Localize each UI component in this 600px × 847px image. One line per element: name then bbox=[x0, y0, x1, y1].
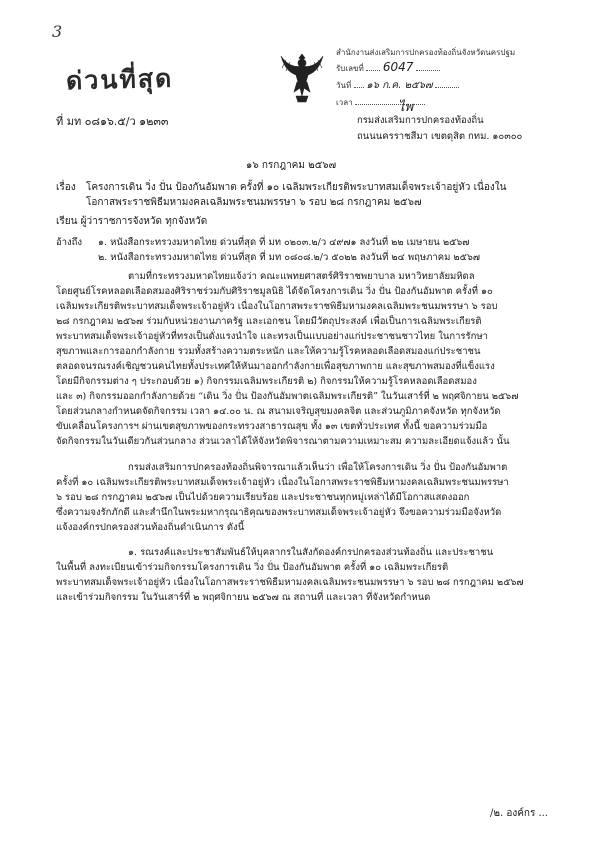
subject-line-2: โอกาสพระราชพิธีมหามงคลเฉลิมพระชนมพรรษา ๖ รอบ ๒๘ กรกฎาคม ๒๕๖๗ bbox=[86, 197, 422, 208]
stamp-date-value: ๑๖ ก.ค. ๒๕๖๗ bbox=[366, 80, 433, 91]
para1-line: โดยมีกิจกรรมต่าง ๆ ประกอบด้วย ๑) กิจกรรมเฉลิมพระเกียรติ ๒) กิจกรรมให้ความรู้โรคหลอดเลือดสมอง bbox=[56, 376, 477, 387]
addressee: เรียน ผู้ว่าราชการจังหวัด ทุกจังหวัด bbox=[56, 216, 208, 227]
para1-line: เฉลิมพระเกียรติพระบาทสมเด็จพระเจ้าอยู่หัว เนื่องในโอกาสพระราชพิธีมหามงคลเฉลิมพระชนมพรรษา ๖ รอบ bbox=[56, 301, 498, 312]
references-block bbox=[56, 235, 480, 265]
document-number: ที่ มท ๐๘๑๖.๕/ว ๑๒๓๓ bbox=[56, 115, 169, 128]
subject-label: เรื่อง bbox=[56, 182, 76, 193]
para3-line: ๑. รณรงค์และประชาสัมพันธ์ให้บุคลากรในสังกัดองค์กรปกครองส่วนท้องถิ่น และประชาชน bbox=[128, 547, 494, 558]
para1-line: พระบาทสมเด็จพระเจ้าอยู่หัวที่ทรงเป็นดั่งแรงนำใจ และทรงเป็นแบบอย่างแก่ประชาชนชาวไทย ในการรักษา bbox=[56, 331, 488, 342]
handwritten-initials: ไพ bbox=[398, 100, 414, 115]
para2-line: ๖ รอบ ๒๘ กรกฎาคม ๒๕๖๗ เป็นไปด้วยความเรียบร้อย และประชาชนทุกหมู่เหล่าได้มีโอกาสแสดงออก bbox=[56, 492, 470, 503]
para1-line: ๒๘ กรกฎาคม ๒๕๖๗ ร่วมกับหน่วยงานภาครัฐ และเอกชน โดยมีวัตถุประสงค์ เพื่อเป็นการเฉลิมพระเกียรติ bbox=[56, 316, 482, 327]
para2-line: แจ้งองค์กรปกครองส่วนท้องถิ่นดำเนินการ ดังนี้ bbox=[56, 522, 245, 533]
references-label: อ้างถึง bbox=[56, 237, 83, 248]
sender-address: ถนนนครราชสีมา เขตดุสิต กทม. ๑๐๓๐๐ bbox=[357, 131, 523, 142]
para1-line: โดยศูนย์โรคหลอดเลือดสมองศิริราชร่วมกับศิริราชมูลนิธิ ได้จัดโครงการเดิน วิ่ง ปั่น ป้องกันอัมพาต ครั้งที่ ๑๐ bbox=[56, 286, 493, 297]
subject-line-1: โครงการเดิน วิ่ง ปั่น ป้องกันอัมพาต ครั้งที่ ๑๐ เฉลิมพระเกียรติพระบาทสมเด็จพระเจ้าอยู่หัว เนื่องใน bbox=[86, 182, 507, 193]
para1-line: โดยส่วนกลางกำหนดจัดกิจกรรม เวลา ๑๔.๐๐ น. ณ สนามเจริญสุขมงคลจิต และส่วนภูมิภาคจังหวัด ทุกจังหวัด bbox=[56, 406, 501, 417]
para3-line: พระบาทสมเด็จพระเจ้าอยู่หัว เนื่องในโอกาสพระราชพิธีมหามงคลเฉลิมพระชนมพรรษา ๖ รอบ ๒๘ กรกฎาคม ๒๕๖๗ bbox=[56, 577, 524, 588]
para3-line: ในพื้นที่ ลงทะเบียนเข้าร่วมกิจกรรมโครงการเดิน วิ่ง ปั่น ป้องกันอัมพาต ครั้งที่ ๑๐ เฉลิมพระเกียรติ bbox=[56, 562, 449, 573]
stamp-number-value: 6047 bbox=[382, 60, 414, 74]
document-date: ๑๖ กรกฎาคม ๒๕๖๗ bbox=[246, 160, 337, 171]
stamp-number-label: รับเลขที่ bbox=[336, 64, 364, 73]
continued-marker: /๒. องค์กร ... bbox=[490, 808, 549, 819]
para2-line: ซึ่งความจงรักภักดี และสำนึกในพระมหากรุณาธิคุณของพระบาทสมเด็จพระเจ้าอยู่หัว จึงขอความร่วมมือจังหวัด bbox=[56, 507, 502, 518]
para2-line: กรมส่งเสริมการปกครองท้องถิ่นพิจารณาแล้วเห็นว่า เพื่อให้โครงการเดิน วิ่ง ปั่น ป้องกันอัมพาต bbox=[128, 462, 508, 473]
para1-line: ตามที่กระทรวงมหาดไทยแจ้งว่า คณะแพทยศาสตร์ศิริราชพยาบาล มหาวิทยาลัยมหิดล bbox=[128, 271, 475, 282]
sender-block bbox=[357, 113, 522, 145]
urgency-stamp: ด่วนที่สุด bbox=[65, 63, 174, 96]
para2-line: ครั้งที่ ๑๐ เฉลิมพระเกียรติพระบาทสมเด็จพระเจ้าอยู่หัว เนื่องในโอกาสพระราชพิธีมหามงคลเฉลิมพระชนมพรรษา bbox=[56, 477, 509, 488]
para1-line: สุขภาพและการออกกำลังกาย รวมทั้งสร้างความตระหนัก และให้ความรู้โรคหลอดเลือดสมองแก่ประชาชน bbox=[56, 346, 481, 357]
corner-handwritten-mark: 3 bbox=[52, 22, 63, 41]
para1-line: ขับเคลื่อนโครงการฯ ผ่านเขตสุขภาพของกระทรวงสาธารณสุข ทั้ง ๑๓ เขตทั่วประเทศ ทั้งนี้ ขอความร่วมมือ bbox=[56, 421, 488, 432]
garuda-emblem-icon bbox=[278, 48, 326, 106]
subject-block bbox=[56, 180, 568, 210]
reference-item-1: ๑. หนังสือกระทรวงมหาดไทย ด่วนที่สุด ที่ มท ๐๒๐๓.๒/ว ๔๙๗๑ ลงวันที่ ๒๒ เมษายน ๒๕๖๗ bbox=[98, 237, 470, 248]
stamp-time-label: เวลา bbox=[336, 98, 353, 107]
sender-department: กรมส่งเสริมการปกครองท้องถิ่น bbox=[357, 115, 484, 126]
para1-line: และ ๓) กิจกรรมออกกำลังกายด้วย “เดิน วิ่ง ปั่น ป้องกันอัมพาตเฉลิมพระเกียรติ” ในวันเสาร์ที่ ๒ พฤศจิกายน ๒๕๖๗ bbox=[56, 391, 519, 402]
reference-item-2: ๒. หนังสือกระทรวงมหาดไทย ด่วนที่สุด ที่ มท ๐๘๐๘.๒/ว ๕๐๒๒ ลงวันที่ ๒๔ พฤษภาคม ๒๕๖๗ bbox=[98, 252, 481, 263]
stamp-date-label: วันที่ bbox=[336, 81, 352, 90]
para3-line: และเข้าร่วมกิจกรรม ในวันเสาร์ที่ ๒ พฤศจิกายน ๒๕๖๗ ณ สถานที่ และเวลา ที่จังหวัดกำหนด bbox=[56, 592, 431, 603]
received-stamp bbox=[336, 46, 584, 114]
para1-line: ตลอดจนรณรงค์เชิญชวนคนไทยทั้งประเทศให้หันมาออกกำลังกายเพื่อสุขภาพกาย และสุขภาพสมองที่แข็งแรง bbox=[56, 361, 495, 372]
para1-line: จัดกิจกรรมในวันเดียวกันส่วนกลาง ส่วนเวลาได้ให้จังหวัดพิจารณาตามความเหมาะสม ความละเอียดแจ้งแล้ว นั้น bbox=[56, 436, 510, 447]
stamp-office: สำนักงานส่งเสริมการปกครองท้องถิ่นจังหวัดนครปฐม bbox=[336, 48, 516, 57]
